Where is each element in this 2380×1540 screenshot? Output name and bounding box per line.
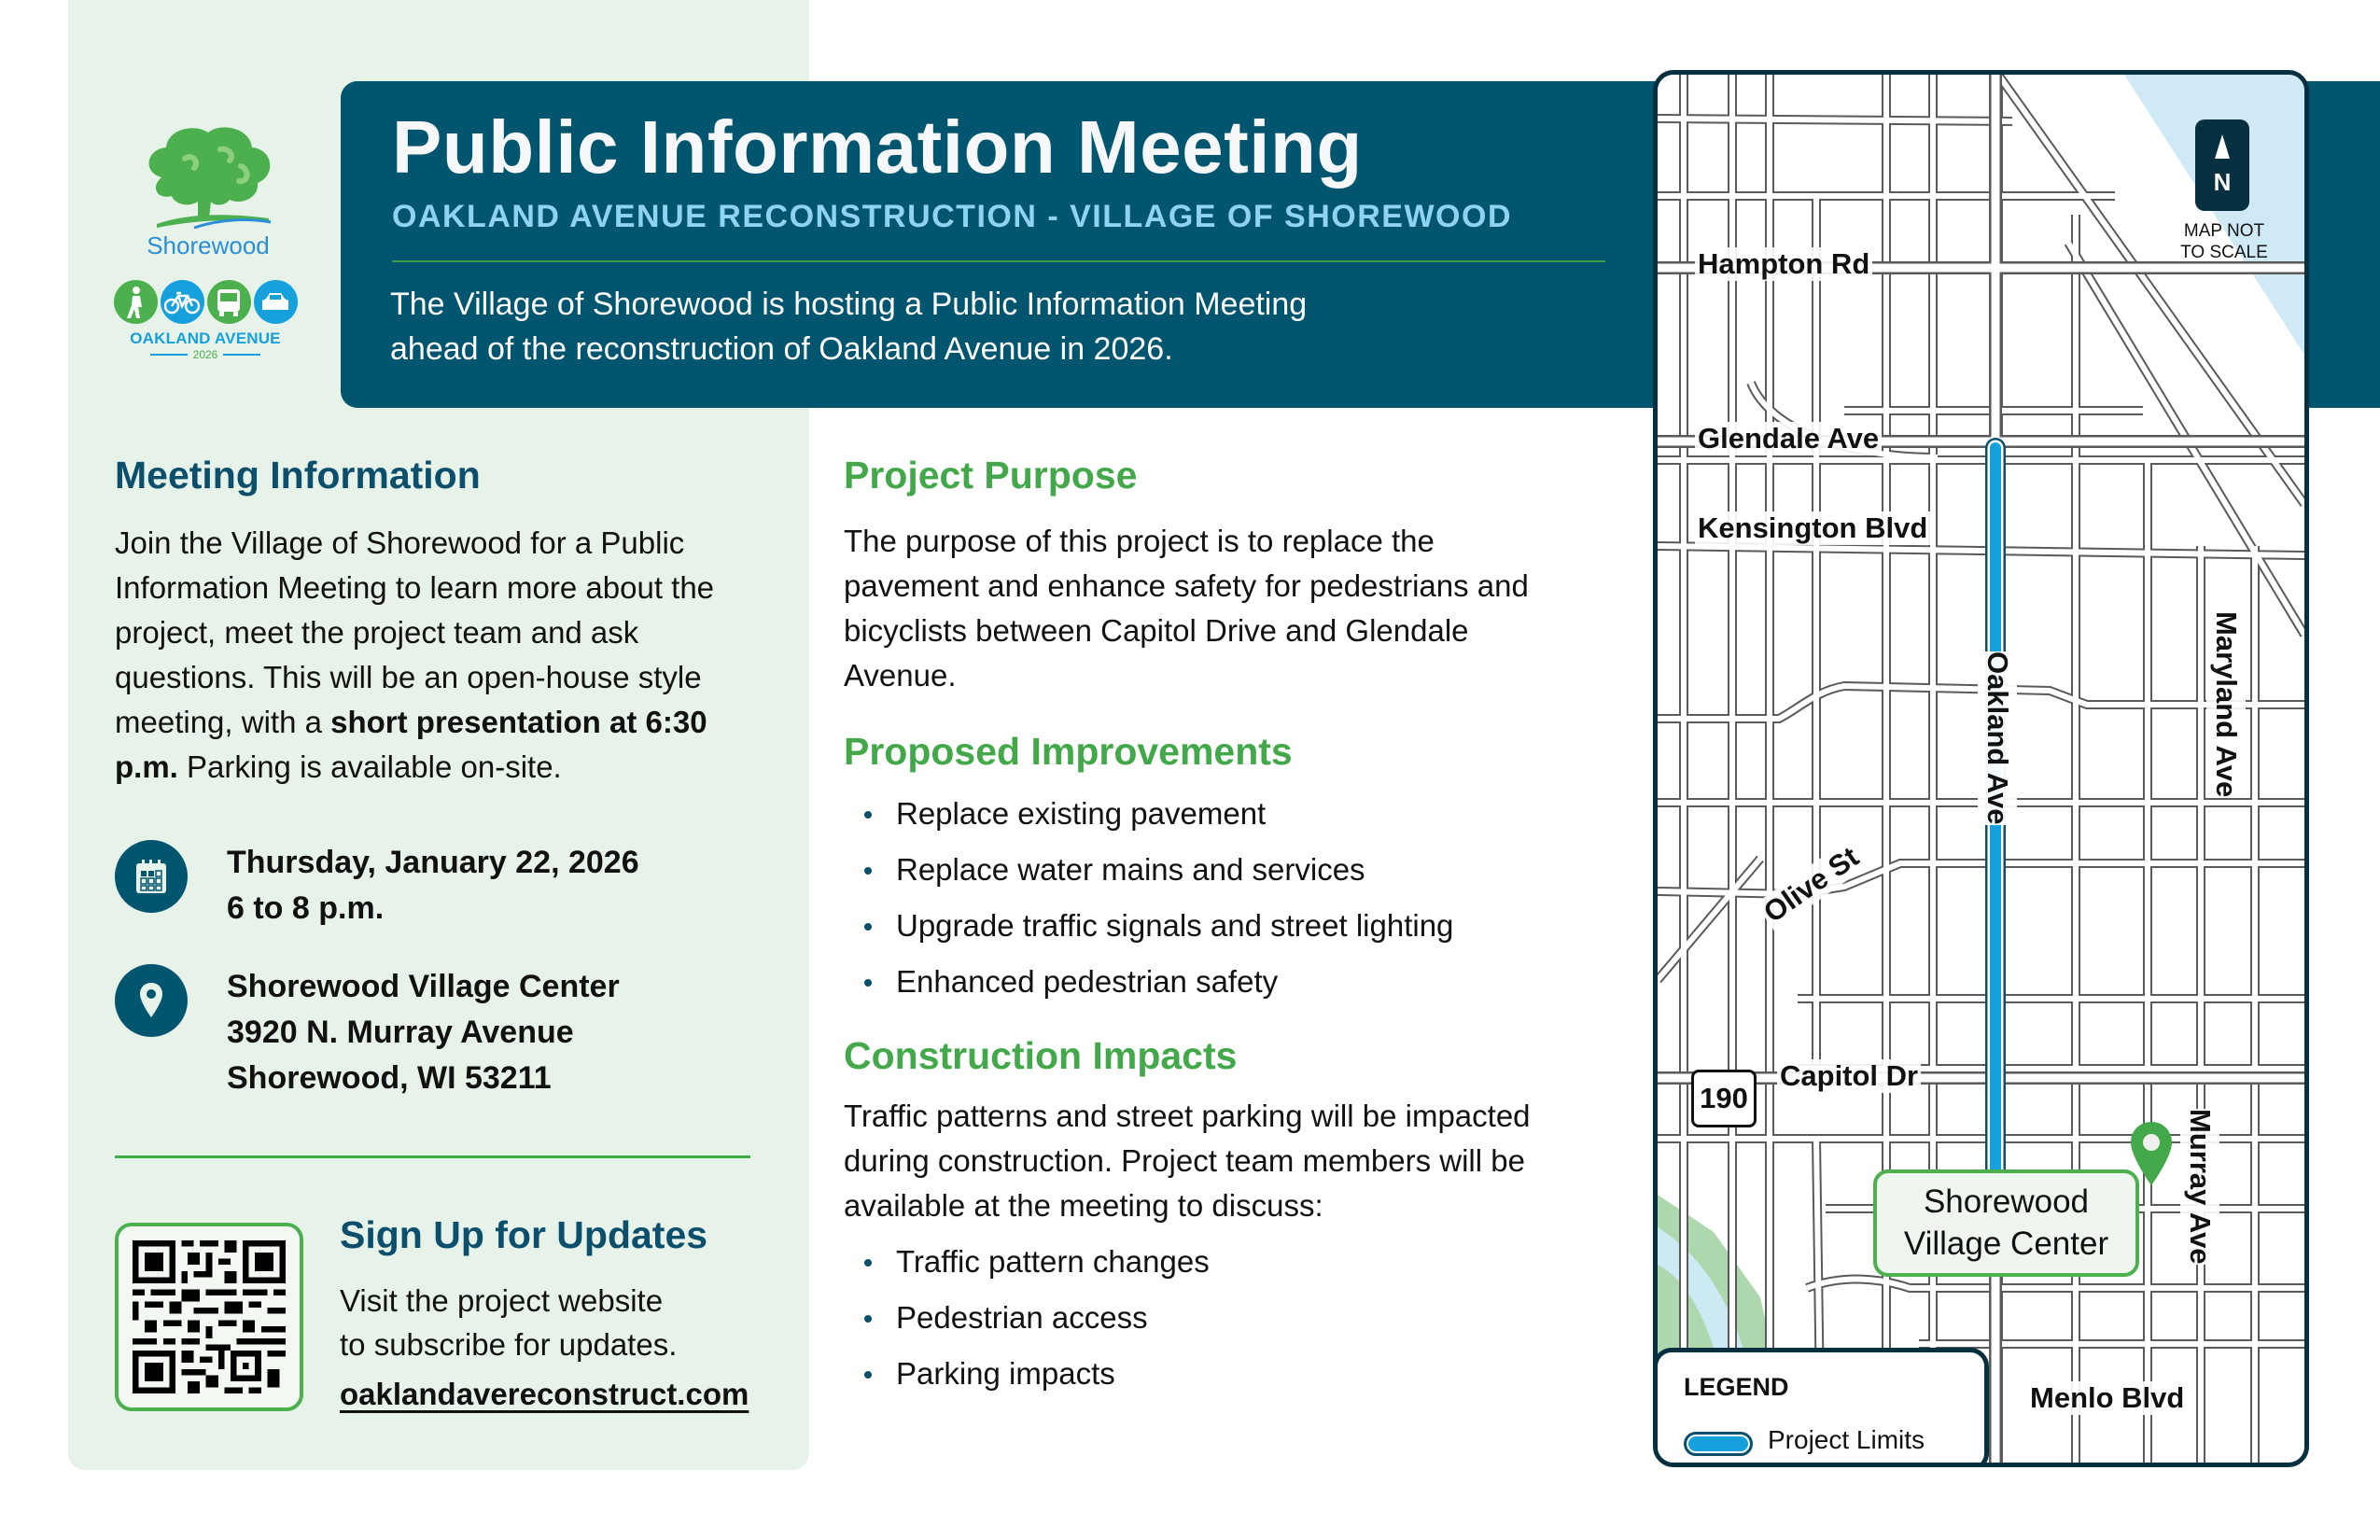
venue-city: Shorewood, WI 53211 xyxy=(227,1060,552,1096)
north-arrow-icon: N xyxy=(2195,119,2249,211)
meeting-date: Thursday, January 22, 2026 xyxy=(227,845,639,880)
street-label-menlo: Menlo Blvd xyxy=(2027,1381,2187,1415)
project-limits-swatch-icon xyxy=(1684,1432,1753,1456)
highway-190-shield-icon: 190 xyxy=(1691,1070,1757,1127)
oakland-avenue-logo-title: OAKLAND AVENUE xyxy=(130,329,281,347)
calendar-icon xyxy=(115,840,188,913)
project-website-link[interactable]: oaklandavereconstruct.com xyxy=(340,1377,749,1411)
list-item: Pedestrian access xyxy=(844,1290,1618,1346)
map-pin-icon xyxy=(115,964,188,1037)
pedestrian-icon xyxy=(114,280,158,324)
map-legend xyxy=(1653,1348,1989,1467)
proposed-improvements-heading: Proposed Improvements xyxy=(844,730,1293,773)
header-description: The Village of Shorewood is hosting a Public Information Meeting ahead of the reconstruction of Oakland Avenue in 2026. xyxy=(390,287,1308,367)
car-icon xyxy=(254,280,298,324)
project-purpose-heading: Project Purpose xyxy=(844,454,1138,497)
list-item: Parking impacts xyxy=(844,1346,1618,1402)
project-purpose-body: The purpose of this project is to replace the pavement and enhance safety for pedestrians and bicyclists between Capitol Drive and Glendale Avenue. xyxy=(844,524,1529,693)
list-item: Traffic pattern changes xyxy=(844,1234,1618,1290)
construction-impacts-body: Traffic patterns and street parking will be impacted during construction. Project team members will be available at the meeting to discuss: xyxy=(844,1099,1531,1223)
construction-impacts-heading: Construction Impacts xyxy=(844,1034,1238,1077)
qr-code-icon xyxy=(133,1240,286,1393)
list-item: Replace water mains and services xyxy=(844,842,1618,898)
construction-impacts-list xyxy=(844,1234,1618,1402)
street-label-capitol: Capitol Dr xyxy=(1777,1059,1921,1093)
list-item: Enhanced pedestrian safety xyxy=(844,954,1618,1010)
venue-address: 3920 N. Murray Avenue xyxy=(227,1015,574,1050)
street-label-hampton: Hampton Rd xyxy=(1695,247,1872,281)
meeting-information-heading: Meeting Information xyxy=(115,454,481,497)
legend-title: LEGEND xyxy=(1684,1373,1789,1401)
venue-name: Shorewood Village Center xyxy=(227,969,620,1004)
oakland-avenue-logo-year: 2026 xyxy=(112,348,299,361)
signup-body: Visit the project website to subscribe for updates. xyxy=(340,1283,678,1362)
street-label-kensington: Kensington Blvd xyxy=(1695,511,1930,545)
bicycle-icon xyxy=(161,280,204,324)
meeting-information-body: Join the Village of Shorewood for a Public Information Meeting to learn more about the project, meet the project team and ask questions. This will be an open-house style meeting, with a short presentation at 6:30 p.m. Parking is available on-site. xyxy=(115,525,715,784)
page-title: Public Information Meeting xyxy=(392,105,1363,189)
map-scale-note: MAP NOT TO SCALE xyxy=(2180,221,2268,262)
street-label-glendale: Glendale Ave xyxy=(1695,422,1882,455)
proposed-improvements-list xyxy=(844,786,1618,1010)
qr-code[interactable] xyxy=(115,1223,303,1411)
header-divider xyxy=(392,260,1605,262)
legend-label: Project Limits xyxy=(1768,1425,1925,1454)
street-label-murray: Murray Ave xyxy=(2180,1109,2219,1265)
street-label-maryland: Maryland Ave xyxy=(2206,611,2246,797)
meeting-location-row xyxy=(115,964,620,1101)
meeting-date-row xyxy=(115,840,639,931)
page-subtitle: OAKLAND AVENUE RECONSTRUCTION - VILLAGE OF SHOREWOOD xyxy=(392,199,1512,234)
oakland-avenue-logo xyxy=(112,280,299,361)
list-item: Upgrade traffic signals and street lighting xyxy=(844,898,1618,954)
signup-heading: Sign Up for Updates xyxy=(340,1213,708,1256)
tree-icon xyxy=(138,121,278,233)
list-item: Replace existing pavement xyxy=(844,786,1618,842)
street-label-oakland: Oakland Ave xyxy=(1978,651,2017,825)
shorewood-logo xyxy=(110,121,306,260)
shorewood-wordmark: Shorewood xyxy=(147,231,270,259)
section-divider xyxy=(115,1155,750,1158)
venue-map-label: Shorewood Village Center xyxy=(1873,1169,2139,1277)
project-map[interactable] xyxy=(1653,70,2309,1467)
meeting-time: 6 to 8 p.m. xyxy=(227,890,385,926)
bus-icon xyxy=(207,280,251,324)
street-label-olive: Olive St xyxy=(1756,839,1868,931)
